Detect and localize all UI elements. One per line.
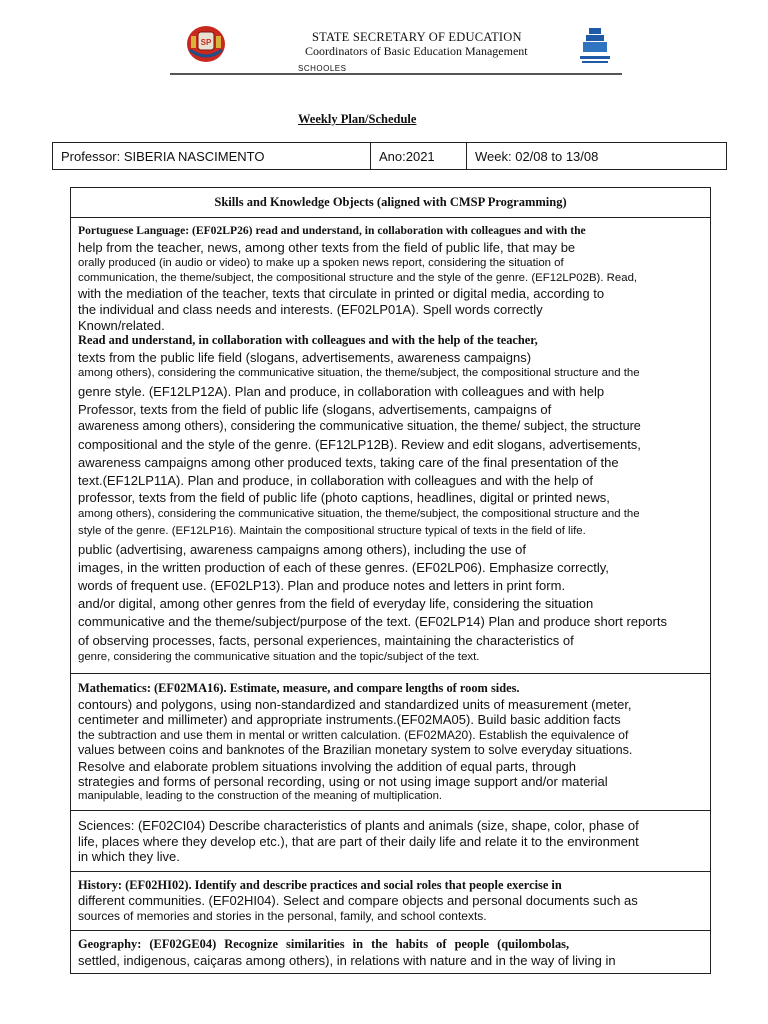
portuguese-line: the individual and class needs and interests. (EF02LP01A). Spell words correctly [78,302,543,317]
mathematics-line: Mathematics: (EF02MA16). Estimate, measure, and compare lengths of room sides. [78,681,520,695]
portuguese-line: communication, the theme/subject, the compositional structure and the style of the genre. (EF12LP02B). Read, [78,272,638,284]
geography-line: settled, indigenous, caiçaras among others), in relations with nature and in the way of living in [78,953,616,968]
professor-cell: Professor: SIBERIA NASCIMENTO [61,149,265,164]
portuguese-line: communicative and the theme/subject/purpose of the text. (EF02LP14) Plan and produce short reports [78,614,667,629]
letterhead-title: STATE SECRETARY OF EDUCATION [312,30,522,44]
history-section [71,871,710,930]
svg-text:SP: SP [200,38,212,47]
portuguese-line: genre style. (EF12LP12A). Plan and produce, in collaboration with colleagues and with help [78,384,605,399]
portuguese-line: among others), considering the communicative situation, the theme/subject, the compositional structure and the [78,367,640,379]
skills-table-header [71,188,710,217]
portuguese-line: awareness campaigns among other produced texts, taking care of the final presentation of the [78,455,619,470]
program-emblem-logo [578,26,612,68]
portuguese-line: words of frequent use. (EF02LP13). Plan and produce notes and letters in print form. [78,578,566,593]
mathematics-line: centimeter and millimeter) and appropriate instruments.(EF02MA05). Build basic addition facts [78,712,621,727]
sciences-line: in which they live. [78,849,180,864]
sciences-line: life, places where they develop etc.), that are part of their daily life and relate it to the environment [78,834,639,849]
letterhead-divider [170,73,622,75]
portuguese-line: Read and understand, in collaboration with colleagues and with the help of the teacher, [78,333,538,347]
mathematics-line: manipulable, leading to the construction of the meaning of multiplication. [78,790,443,802]
portuguese-line: among others), considering the communicative situation, the theme/subject, the compositional structure and the [78,508,640,520]
portuguese-line: style of the genre. (EF12LP16). Maintain the compositional structure typical of texts in the field of life. [78,525,586,537]
history-line: sources of memories and stories in the personal, family, and school contexts. [78,909,487,923]
portuguese-line: Portuguese Language: (EF02LP26) read and understand, in collaboration with colleagues and with the [78,224,586,237]
letterhead-schools: SCHOOLES [298,64,347,73]
plan-title: Weekly Plan/Schedule [298,112,417,126]
mathematics-line: Resolve and elaborate problem situations involving the addition of equal parts, through [78,759,576,774]
portuguese-line: with the mediation of the teacher, texts that circulate in printed or digital media, according to [78,286,605,301]
skills-table-header-text: Skills and Knowledge Objects (aligned with CMSP Programming) [214,195,567,209]
portuguese-line: of observing processes, facts, personal experiences, maintaining the characteristics of [78,633,574,648]
history-line: History: (EF02HI02). Identify and describe practices and social roles that people exercise in [78,878,562,892]
geography-section [71,930,710,973]
mathematics-line: values between coins and banknotes of the Brazilian monetary system to solve everyday situations. [78,743,633,757]
plan-info-row [52,142,727,170]
week-cell: Week: 02/08 to 13/08 [466,143,726,169]
portuguese-line: and/or digital, among other genres from the field of everyday life, considering the situation [78,596,594,611]
skills-table [70,187,711,974]
portuguese-line: Known/related. [78,318,165,333]
mathematics-section [71,673,710,810]
sciences-line: Sciences: (EF02CI04) Describe characteristics of plants and animals (size, shape, color, phase of [78,818,639,833]
portuguese-line: Professor, texts from the field of public life (slogans, advertisements, campaigns of [78,402,552,417]
history-line: different communities. (EF02HI04). Select and compare objects and personal documents such as [78,893,638,908]
mathematics-line: contours) and polygons, using non-standardized and standardized units of measurement (meter, [78,697,632,712]
mathematics-line: the subtraction and use them in mental or written calculation. (EF02MA20). Establish the equivalence of [78,728,629,742]
sciences-section [71,810,710,871]
portuguese-line: orally produced (in audio or video) to make up a spoken news report, considering the situation of [78,257,564,269]
portuguese-line: genre, considering the communicative situation and the topic/subject of the text. [78,651,480,663]
state-coat-of-arms-logo [186,24,226,64]
portuguese-line: compositional and the style of the genre. (EF12LP12B). Review and edit slogans, advertisements, [78,437,641,452]
geography-line: Geography: (EF02GE04) Recognize similarities in the habits of people (quilombolas, [78,937,570,951]
portuguese-line: texts from the public life field (slogans, advertisements, awareness campaigns) [78,350,532,365]
year-cell: Ano:2021 [370,143,466,169]
portuguese-line: awareness among others), considering the communicative situation, the theme/ subject, the structure [78,419,641,433]
portuguese-line: text.(EF12LP11A). Plan and produce, in collaboration with colleagues and with the help of [78,473,594,488]
portuguese-line: public (advertising, awareness campaigns among others), including the use of [78,542,527,557]
portuguese-line: images, in the written production of each of these genres. (EF02LP06). Emphasize correctly, [78,560,609,575]
portuguese-line: help from the teacher, news, among other texts from the field of public life, that may be [78,240,576,255]
portuguese-line: professor, texts from the field of public life (photo captions, headlines, digital or printed news, [78,490,610,505]
letterhead-subtitle: Coordinators of Basic Education Management [305,44,528,58]
mathematics-line: strategies and forms of personal recording, using or not using image support and/or material [78,774,608,789]
